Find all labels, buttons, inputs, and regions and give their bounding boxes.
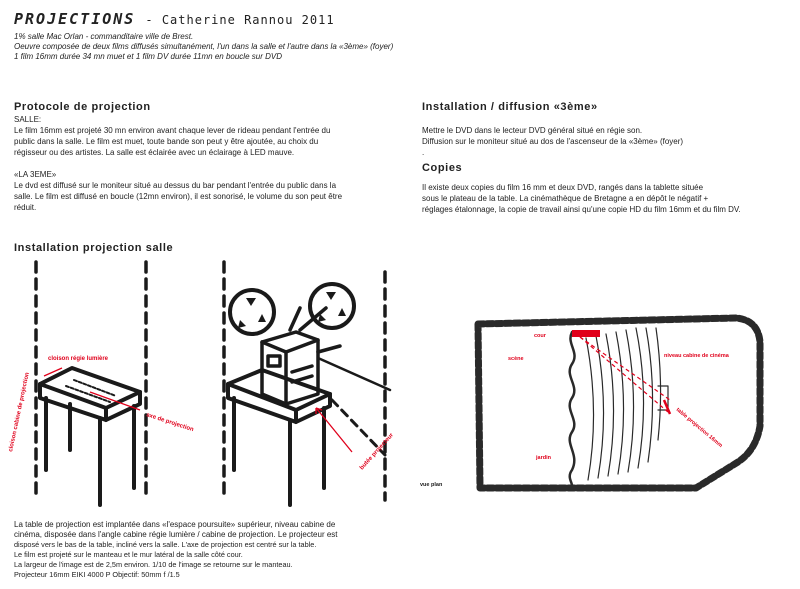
install3-line: Diffusion sur le moniteur situé au dos de l'ascenseur de la «3ème» (foyer) xyxy=(422,137,684,146)
stage-front xyxy=(570,332,575,488)
spacer xyxy=(14,158,414,169)
reel-left xyxy=(230,290,274,334)
reel-right xyxy=(310,284,354,328)
red-annotations xyxy=(44,368,352,452)
red-stage-marker xyxy=(572,330,600,337)
projector xyxy=(262,308,390,404)
intro-block xyxy=(14,32,474,62)
caption-line: cinéma, disposée dans l'angle cabine régie lumière / cabine de projection. Le projecteur est xyxy=(14,530,338,539)
plan-label-cour: cour xyxy=(534,333,546,339)
intro-line: Oeuvre composée de deux films diffusés simultanément, l'un dans la salle et l'autre dans la «3ème» (foyer) xyxy=(14,42,394,51)
trois-label: «LA 3EME» xyxy=(14,170,57,179)
copies-line: sous le plateau de la table. La cinémathèque de Bretagne a en dépôt le négatif + xyxy=(422,194,709,203)
copies-line: Il existe deux copies du film 16 mm et deux DVD, rangés dans la tablette située xyxy=(422,183,704,192)
salle-line: public dans la salle. Le film est muet, toute bande son peut y être ajoutée, au choix du xyxy=(14,137,319,146)
installation-3eme-heading: Installation / diffusion «3ème» xyxy=(422,101,598,113)
page-title xyxy=(14,10,335,28)
label-cloison-cabine: cloison cabine de projection xyxy=(8,371,31,453)
table-left xyxy=(40,368,140,505)
trois-line: Le dvd est diffusé sur le moniteur situé au dessus du bar pendant l'entrée du public dans la xyxy=(14,181,337,190)
protocole-text xyxy=(14,114,414,213)
copies-heading: Copies xyxy=(422,162,463,174)
installation-3eme-text xyxy=(422,125,792,158)
install3-line: . xyxy=(422,148,425,157)
caption-line: La largeur de l'image est de 2,5m environ. 1/10 de l'image se retourne sur le manteau. xyxy=(14,560,293,569)
label-axe-projection: axe de projection xyxy=(145,412,195,434)
caption-line: La table de projection est implantée dans «l'espace poursuite» supérieur, niveau cabine de xyxy=(14,520,336,529)
plan-label-table: table projection 16mm xyxy=(674,406,724,450)
label-butee-projecteur: butée projecteur xyxy=(359,432,395,472)
plan-label-jardin: jardin xyxy=(536,455,551,461)
salle-line: régisseur ou des artistes. La salle est éclairée avec un éclairage à LED mauve. xyxy=(14,148,295,157)
caption-line: Le film est projeté sur le manteau et le mur latéral de la salle côté cour. xyxy=(14,550,243,559)
plan-outline xyxy=(478,318,760,488)
intro-line: 1% salle Mac Orlan - commanditaire ville de Brest. xyxy=(14,32,194,41)
title-author: - Catherine Rannou 2011 xyxy=(145,13,335,27)
table-right xyxy=(228,370,330,505)
projection-sketch xyxy=(0,252,400,522)
protocole-heading: Protocole de projection xyxy=(14,101,151,113)
install3-line: Mettre le DVD dans le lecteur DVD général situé en régie son. xyxy=(422,126,643,135)
label-cloison-regie: cloison régie lumière xyxy=(48,356,109,362)
copies-line: réglages étalonnage, la copie de travail ainsi qu'une copie HD du film 16mm et du film DV. xyxy=(422,205,741,214)
salle-label: SALLE: xyxy=(14,115,42,124)
caption-line: disposé vers le bas de la table, incliné vers la salle. L'axe de projection est centré sur la table. xyxy=(14,540,317,549)
plan-sketch xyxy=(410,300,790,500)
salle-line: Le film 16mm est projeté 30 mn environ avant chaque lever de rideau pendant l'entrée du xyxy=(14,126,331,135)
installation-caption xyxy=(14,520,394,580)
intro-line: 1 film 16mm durée 34 mn muet et 1 film DV durée 11mn en boucle sur DVD xyxy=(14,52,282,61)
plan-label-niveau: niveau cabine de cinéma xyxy=(664,353,729,359)
title-text: PROJECTIONS xyxy=(14,10,136,28)
caption-line: Projecteur 16mm EIKI 4000 P Objectif: 50mm f /1.5 xyxy=(14,570,180,579)
trois-line: salle. Le film est diffusé en boucle (12mn environ), il est sonorisé, le volume du son peut être xyxy=(14,192,343,201)
trois-line: réduit. xyxy=(14,203,37,212)
plan-label-vue: vue plan xyxy=(420,482,443,488)
plan-label-scene: scène xyxy=(508,356,524,362)
installation-salle-heading: Installation projection salle xyxy=(14,242,174,254)
seating-rows xyxy=(586,328,661,480)
copies-text xyxy=(422,182,797,215)
